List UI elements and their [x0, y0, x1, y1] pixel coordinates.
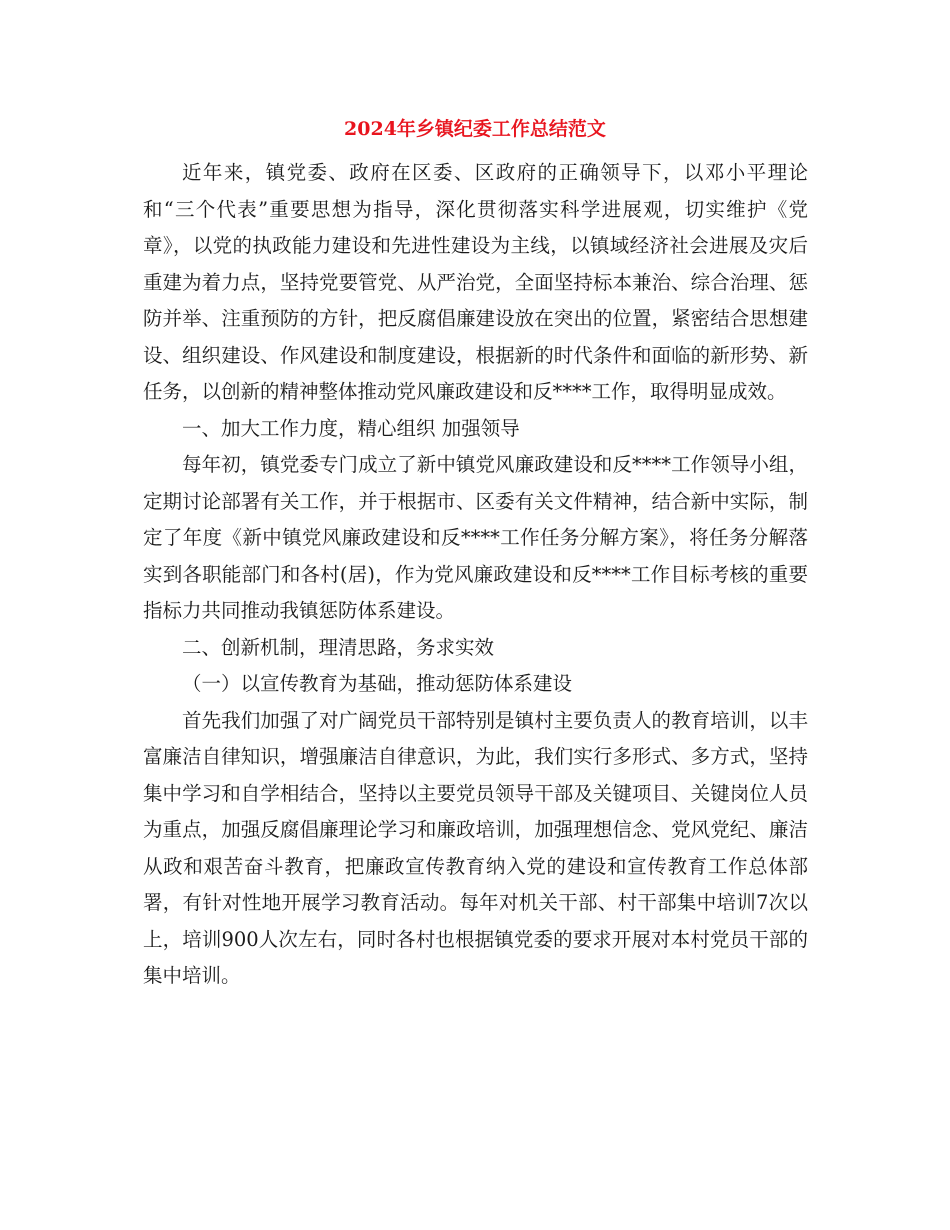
- section-heading-2: 二、创新机制，理清思路，务求实效: [182, 635, 495, 659]
- paragraph-section-1: 每年初，镇党委专门成立了新中镇党风廉政建设和反****工作领导小组，定期讨论部署有关工作，并于根据市、区委有关文件精神，结合新中实际，制定了年度《新中镇党风廉政建设和反****工作任务分解方案》，将任务分解落实到各职能部门和各村(居)，作为党风廉政建设和反****工作目标考核的重要指标力共同推动我镇惩防体系建设。: [143, 453, 808, 622]
- document-body: [143, 155, 808, 995]
- section-heading-1: 一、加大工作力度，精心组织 加强领导: [182, 416, 520, 440]
- document-title: 2024年乡镇纪委工作总结范文: [344, 118, 606, 140]
- subsection-heading-1: （一）以宣传教育为基础，推动惩防体系建设: [182, 672, 573, 695]
- paragraph-subsection-1: 首先我们加强了对广阔党员干部特别是镇村主要负责人的教育培训，以丰富廉洁自律知识，增强廉洁自律意识，为此，我们实行多形式、多方式，坚持集中学习和自学相结合，坚持以主要党员领导干部及关键项目、关键岗位人员为重点，加强反腐倡廉理论学习和廉政培训，加强理想信念、党风党纪、廉洁从政和艰苦奋斗教育，把廉政宣传教育纳入党的建设和宣传教育工作总体部署，有针对性地开展学习教育活动。每年对机关干部、村干部集中培训7次以上，培训900人次左右，同时各村也根据镇党委的要求开展对本村党员干部的集中培训。: [143, 708, 808, 987]
- paragraph-intro: 近年来，镇党委、政府在区委、区政府的正确领导下，以邓小平理论和“三个代表”重要思想为指导，深化贯彻落实科学进展观，切实维护《党章》，以党的执政能力建设和先进性建设为主线，以镇域经济社会进展及灾后重建为着力点，坚持党要管党、从严治党，全面坚持标本兼治、综合治理、惩防并举、注重预防的方针，把反腐倡廉建设放在突出的位置，紧密结合思想建设、组织建设、作风建设和制度建设，根据新的时代条件和面临的新形势、新任务，以创新的精神整体推动党风廉政建设和反****工作，取得明显成效。: [143, 161, 808, 403]
